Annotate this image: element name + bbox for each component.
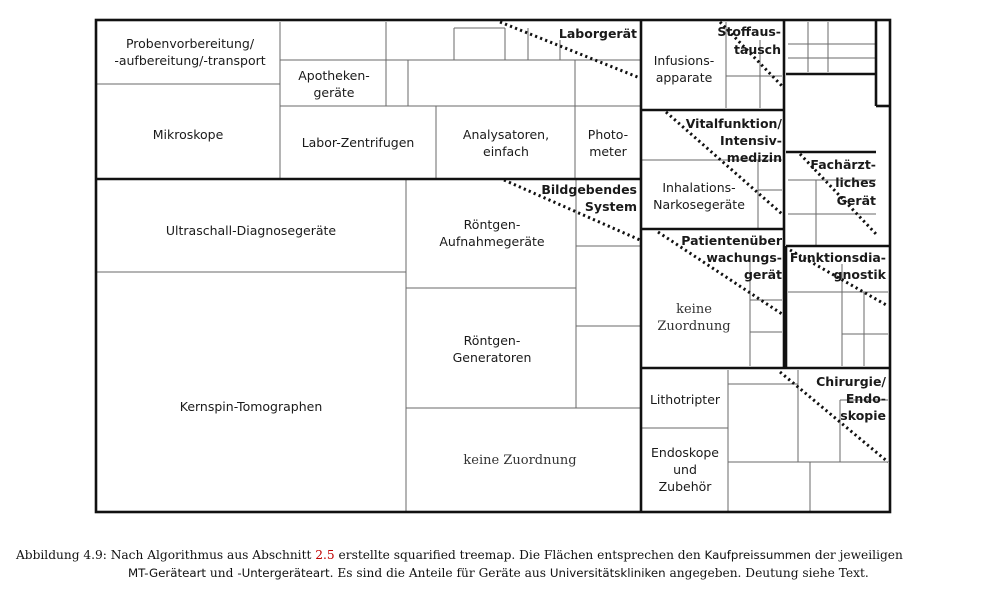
group-label-patientenueberwachung: Patientenüber wachungs- gerät — [681, 233, 782, 282]
group-label-chirurgie-endoskopie: Chirurgie/ Endo- skopie — [816, 374, 886, 423]
label-ultraschall: Ultraschall-Diagnosegeräte — [165, 223, 337, 238]
figure-caption: Abbildung 4.9: Nach Algorithmus aus Abschnitt 2.5 erstellte squarified treemap. Die Flächen entsprechen den Kaufpreissummen der jeweiligen MT-Geräteart und -Untergeräteart. Es sind die Anteile für Geräte aus Universitätskliniken angegeben. Deutung siehe Text. — [16, 548, 903, 580]
group-label-vitalfunktion: Vitalfunktion/ Intensiv- medizin — [685, 116, 782, 165]
label-photometer: Photo- meter — [587, 127, 629, 159]
group-label-bildgebendes-system: Bildgebendes System — [541, 182, 637, 214]
label-inhalations-narkosegeraete: Inhalations- Narkosegeräte — [653, 180, 745, 212]
label-lithotripter: Lithotripter — [649, 392, 721, 407]
label-endoskope: Endoskope und Zubehör — [651, 445, 719, 494]
label-keine-zuordnung-bildgebend: keine Zuordnung — [463, 453, 577, 468]
group-label-funktionsdiagnostik: Funktionsdia- gnostik — [789, 250, 886, 282]
label-labor-zentrifugen: Labor-Zentrifugen — [301, 135, 415, 150]
label-analysatoren: Analysatoren, einfach — [462, 127, 550, 159]
label-kernspin: Kernspin-Tomographen — [179, 399, 323, 414]
label-roentgen-generatoren: Röntgen- Generatoren — [452, 333, 532, 365]
label-roentgen-aufnahmegeraete: Röntgen- Aufnahmegeräte — [439, 217, 545, 249]
label-keine-zuordnung-patient: keine Zuordnung — [657, 302, 731, 334]
group-label-fachaerztliches-geraet: Fachärzt- liches Gerät — [810, 157, 876, 208]
group-label-stoffaustausch: Stoffaus- tausch — [717, 24, 781, 57]
label-probenvorbereitung: Probenvorbereitung/ -aufbereitung/-transport — [114, 36, 266, 68]
group-label-laborgeraet: Laborgerät — [558, 26, 637, 41]
label-mikroskope: Mikroskope — [152, 127, 224, 142]
section-reference[interactable]: 2.5 — [315, 548, 335, 562]
label-infusionsapparate: Infusions- apparate — [653, 53, 715, 85]
label-apothekengeraete: Apotheken- geräte — [298, 68, 370, 100]
